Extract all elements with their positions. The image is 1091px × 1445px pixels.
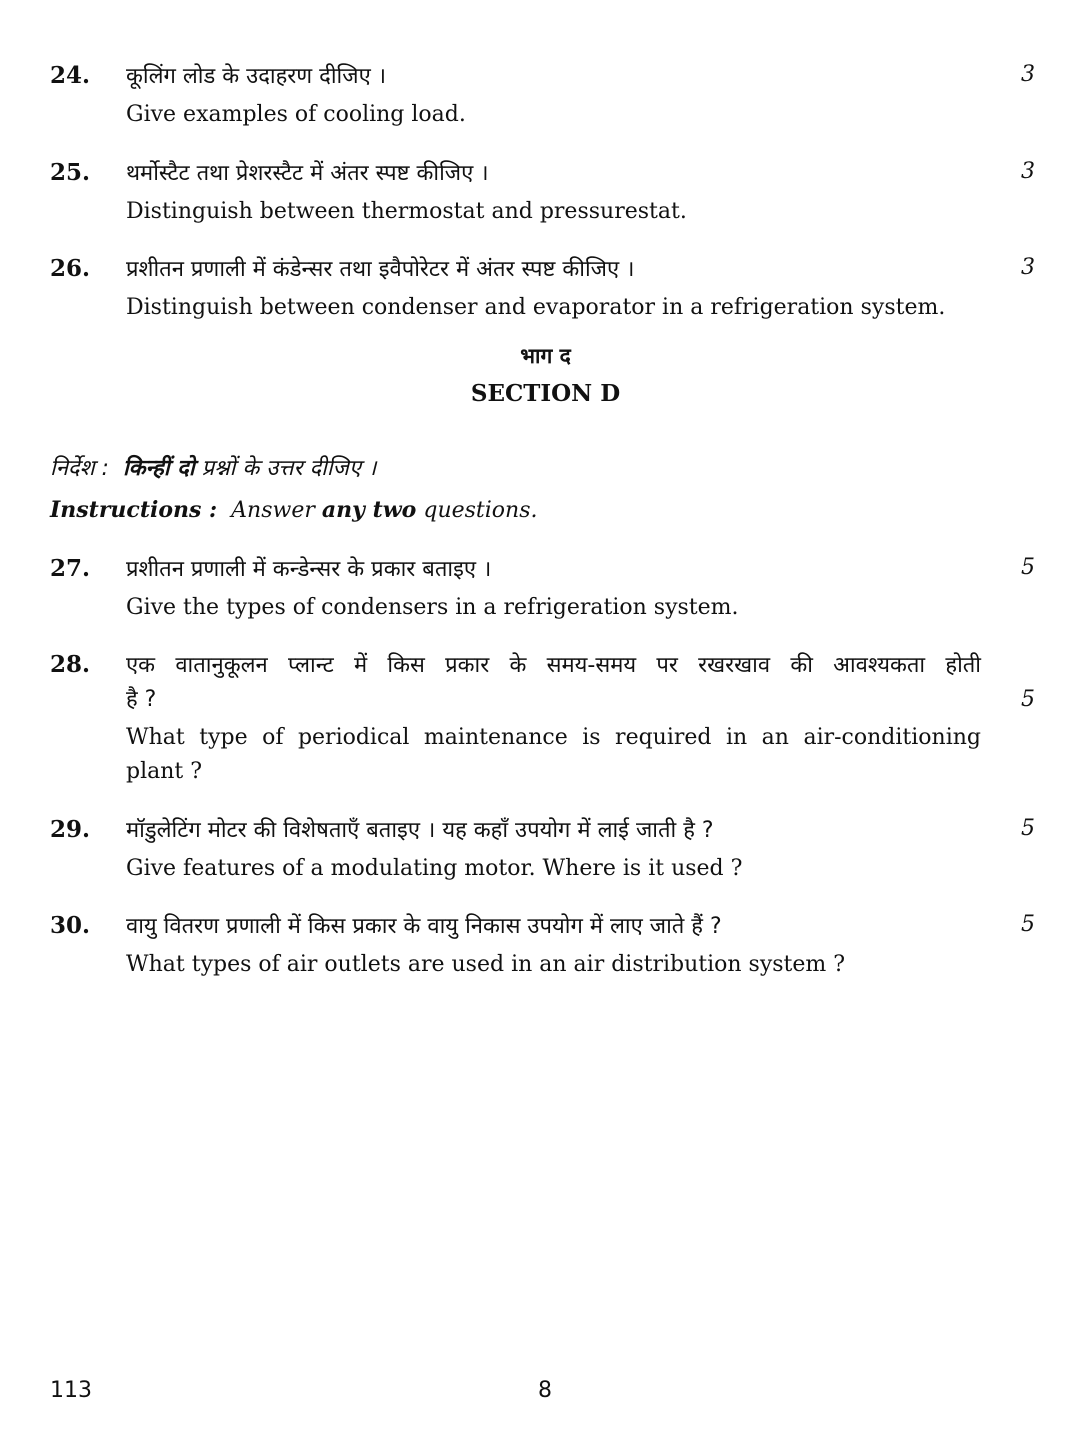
instructions-label-hindi: निर्देश : xyxy=(50,456,109,481)
question-number: 29. xyxy=(50,816,91,843)
instructions-emphasis-hindi: किन्हीं दो xyxy=(122,456,195,481)
question-text-english-line1: What type of periodical maintenance is required in an air-conditioning xyxy=(126,725,981,750)
question-text-english: Distinguish between thermostat and pressurestat. xyxy=(126,199,687,224)
instructions-emphasis-english: any two xyxy=(321,497,417,523)
instructions-text-english-post: questions. xyxy=(423,498,538,523)
question-text-english-line2: plant ? xyxy=(126,759,203,784)
question-text-english: Give features of a modulating motor. Where is it used ? xyxy=(126,856,743,881)
instructions-hindi xyxy=(50,452,1035,482)
question-text-hindi: थर्मोस्टैट तथा प्रेशरस्टैट में अंतर स्पष्ट कीजिए । xyxy=(126,161,489,186)
question-marks: 3 xyxy=(1021,62,1035,87)
question-marks: 3 xyxy=(1021,255,1035,280)
instructions-english xyxy=(50,497,1035,523)
question-text-hindi: कूलिंग लोड के उदाहरण दीजिए । xyxy=(126,64,387,89)
question-text-english: Distinguish between condenser and evaporator in a refrigeration system. xyxy=(126,295,946,320)
question-text-hindi: वायु वितरण प्रणाली में किस प्रकार के वायु निकास उपयोग में लाए जाते हैं ? xyxy=(126,914,722,939)
page-number: 8 xyxy=(538,1378,552,1403)
question-marks: 5 xyxy=(1021,687,1035,712)
question-text-english: Give examples of cooling load. xyxy=(126,102,466,127)
question-marks: 5 xyxy=(1021,555,1035,580)
question-number: 30. xyxy=(50,912,91,939)
instructions-label-english: Instructions : xyxy=(50,497,218,523)
instructions-text-hindi: प्रश्नों के उत्तर दीजिए । xyxy=(201,456,377,481)
question-marks: 5 xyxy=(1021,816,1035,841)
section-title-english: SECTION D xyxy=(470,380,621,407)
question-text-hindi: मॉडुलेटिंग मोटर की विशेषताएँ बताइए । यह कहाँ उपयोग में लाई जाती है ? xyxy=(126,818,714,843)
question-number: 25. xyxy=(50,159,91,186)
question-number: 27. xyxy=(50,555,91,582)
section-title-hindi: भाग द xyxy=(520,344,571,368)
question-text-hindi-line1: एक वातानुकूलन प्लान्ट में किस प्रकार के समय-समय पर रखरखाव की आवश्यकता होती xyxy=(126,653,981,678)
question-number: 26. xyxy=(50,255,91,282)
question-text-hindi-line2: है ? xyxy=(126,687,157,712)
question-text-hindi: प्रशीतन प्रणाली में कन्डेन्सर के प्रकार बताइए । xyxy=(126,557,492,582)
question-number: 28. xyxy=(50,651,91,678)
question-text-hindi: प्रशीतन प्रणाली में कंडेन्सर तथा इवैपोरेटर में अंतर स्पष्ट कीजिए । xyxy=(126,257,635,282)
question-text-english: Give the types of condensers in a refrigeration system. xyxy=(126,595,739,620)
question-marks: 5 xyxy=(1021,912,1035,937)
question-text-english: What types of air outlets are used in an air distribution system ? xyxy=(126,952,846,977)
question-marks: 3 xyxy=(1021,159,1035,184)
paper-code: 113 xyxy=(50,1378,92,1403)
question-number: 24. xyxy=(50,62,91,89)
instructions-text-english-pre: Answer xyxy=(231,498,315,523)
